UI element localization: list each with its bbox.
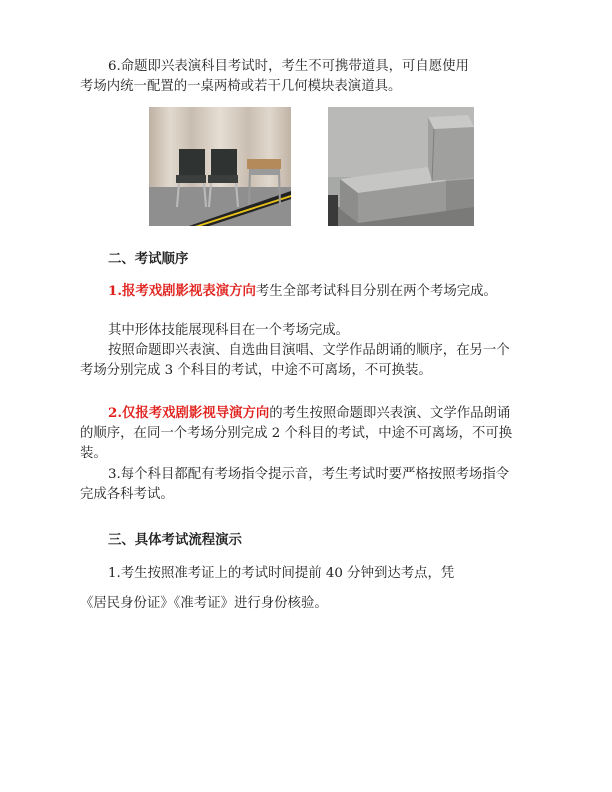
order-item-1-text: 考生全部考试科目分别在两个考场完成。 xyxy=(255,284,497,299)
order-item-1 xyxy=(80,281,520,302)
order-item-3: 3.每个科目都配有考场指令提示音，考生考试时要严格按照考场指令完成各科考试。 xyxy=(80,467,510,502)
order-item-2-text: 的考生按照命题即兴表演、文学作品朗诵的顺序，在同一个考场分别完成 2 个科目的考试，中途不可离场，不可换装。 xyxy=(80,406,513,461)
order-item-1-sub: 其中形体技能展现科目在一个考场完成。 xyxy=(108,323,350,338)
order-item-2-highlight: 2.仅报考戏剧影视导演方向 xyxy=(108,405,270,421)
chairs-desk-photo xyxy=(149,107,291,226)
geometric-blocks-photo xyxy=(328,107,474,226)
order-item-1-detail: 按照命题即兴表演、自选曲目演唱、文学作品朗诵的顺序，在另一个考场分别完成 3 个科目的考试，中途不可离场，不可换装。 xyxy=(80,343,510,378)
intro-line-2: 考场内统一配置的一桌两椅或若干几何模块表演道具。 xyxy=(80,79,402,94)
order-item-2 xyxy=(80,403,520,464)
intro-line-1: 6.命题即兴表演科目考试时，考生不可携带道具，可自愿使用 xyxy=(108,59,469,74)
process-item-1-line-1: 1.考生按照准考证上的考试时间提前 40 分钟到达考点，凭 xyxy=(108,566,455,581)
process-item-1-line-2: 《居民身份证》《准考证》进行身份核验。 xyxy=(80,596,328,611)
section-heading-order: 二、考试顺序 xyxy=(108,252,189,267)
section-heading-process: 三、具体考试流程演示 xyxy=(108,533,242,548)
order-item-1-highlight: 1.报考戏剧影视表演方向 xyxy=(108,283,256,299)
